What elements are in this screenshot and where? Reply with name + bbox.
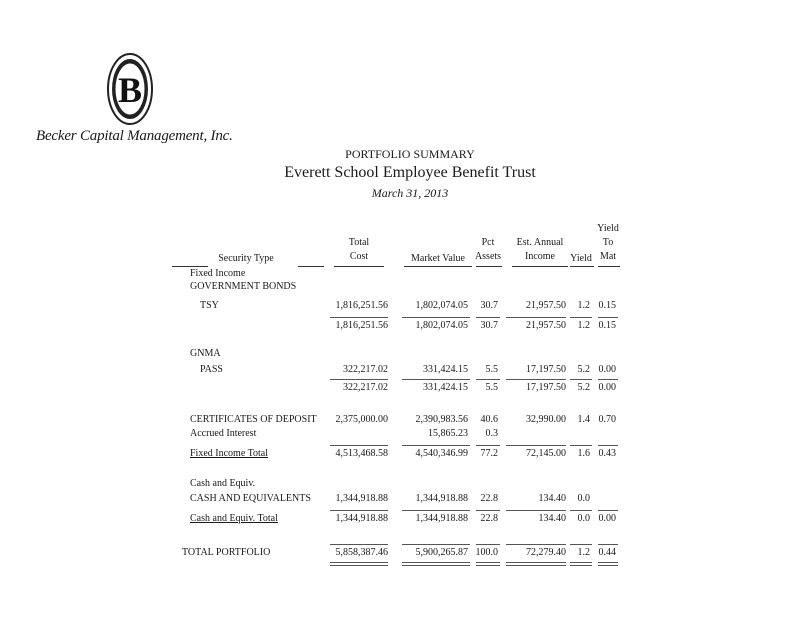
cell-pct: 0.3	[485, 428, 498, 439]
total-double-rule	[330, 562, 388, 563]
cell-income: 134.40	[538, 513, 566, 524]
cell-mv: 5,900,265.87	[415, 547, 468, 558]
total-double-rule	[476, 562, 500, 563]
subtotal-rule	[506, 510, 566, 511]
cell-income: 134.40	[538, 493, 566, 504]
cell-pct: 22.8	[480, 493, 498, 504]
col-yield-to-mat: Yield To Mat	[597, 223, 619, 262]
cell-mv: 331,424.15	[423, 364, 468, 375]
cell-ytm: 0.44	[598, 547, 616, 558]
total-double-rule	[476, 565, 500, 566]
cell-pct: 77.2	[480, 448, 498, 459]
cell-yld: 1.2	[577, 320, 590, 331]
subtotal-rule	[598, 445, 618, 446]
subtotal-rule	[598, 379, 618, 380]
cell-ytm: 0.00	[598, 364, 616, 375]
report-subtitle: Everett School Employee Benefit Trust	[284, 164, 536, 181]
logo-letter: B	[117, 70, 143, 110]
cell-cost: 322,217.02	[343, 382, 388, 393]
cell-yld: 0.0	[577, 493, 590, 504]
cell-yld: 1.2	[577, 300, 590, 311]
subtotal-rule	[570, 445, 592, 446]
row-label: Fixed Income Total	[190, 448, 268, 459]
col-yield: Yield	[570, 253, 592, 264]
cell-ytm: 0.00	[598, 513, 616, 524]
subtotal-rule	[330, 510, 388, 511]
col-pct-assets: Pct Assets	[474, 237, 502, 262]
cell-pct: 30.7	[480, 320, 498, 331]
row-label: Cash and Equiv.	[190, 478, 256, 489]
row-label: CASH AND EQUIVALENTS	[190, 493, 311, 504]
cell-cost: 1,344,918.88	[335, 513, 388, 524]
col-total-cost: Total Cost	[348, 237, 370, 262]
subtotal-rule	[476, 510, 500, 511]
cell-cost: 5,858,387.46	[335, 547, 388, 558]
col-est-income: Est. Annual Income	[516, 237, 564, 262]
subtotal-rule	[402, 317, 470, 318]
cell-yld: 1.2	[577, 547, 590, 558]
total-double-rule	[506, 565, 566, 566]
cell-ytm: 0.43	[598, 448, 616, 459]
row-label: PASS	[200, 364, 223, 375]
subtotal-rule	[570, 510, 592, 511]
subtotal-rule	[506, 379, 566, 380]
cell-mv: 4,540,346.99	[415, 448, 468, 459]
cell-mv: 1,344,918.88	[415, 493, 468, 504]
subtotal-rule	[598, 317, 618, 318]
row-label: GOVERNMENT BONDS	[190, 281, 297, 292]
subtotal-rule	[506, 445, 566, 446]
cell-pct: 40.6	[480, 414, 498, 425]
cell-yld: 5.2	[577, 364, 590, 375]
cell-income: 17,197.50	[526, 364, 566, 375]
cell-yld: 1.4	[577, 414, 590, 425]
row-label: TOTAL PORTFOLIO	[182, 547, 271, 558]
cell-pct: 5.5	[485, 364, 498, 375]
row-label: Fixed Income	[190, 268, 246, 279]
subtotal-rule	[476, 445, 500, 446]
subtotal-rule	[402, 544, 470, 545]
cell-ytm: 0.15	[598, 320, 616, 331]
cell-income: 21,957.50	[526, 320, 566, 331]
row-label: Accrued Interest	[190, 428, 257, 439]
cell-cost: 2,375,000.00	[335, 414, 388, 425]
cell-mv: 1,344,918.88	[415, 513, 468, 524]
subtotal-rule	[330, 317, 388, 318]
cell-income: 72,145.00	[526, 448, 566, 459]
cell-cost: 4,513,468.58	[335, 448, 388, 459]
company-name: Becker Capital Management, Inc.	[36, 128, 233, 144]
subtotal-rule	[506, 544, 566, 545]
subtotal-rule	[402, 510, 470, 511]
cell-pct: 22.8	[480, 513, 498, 524]
cell-cost: 1,816,251.56	[335, 320, 388, 331]
cell-pct: 30.7	[480, 300, 498, 311]
cell-pct: 5.5	[485, 382, 498, 393]
subtotal-rule	[476, 317, 500, 318]
cell-yld: 1.6	[577, 448, 590, 459]
cell-mv: 1,802,074.05	[415, 300, 468, 311]
cell-income: 21,957.50	[526, 300, 566, 311]
cell-cost: 1,344,918.88	[335, 493, 388, 504]
cell-income: 72,279.40	[526, 547, 566, 558]
total-double-rule	[402, 562, 470, 563]
cell-cost: 1,816,251.56	[335, 300, 388, 311]
subtotal-rule	[598, 544, 618, 545]
total-double-rule	[402, 565, 470, 566]
col-market-value: Market Value	[411, 253, 465, 264]
total-double-rule	[330, 565, 388, 566]
subtotal-rule	[330, 544, 388, 545]
subtotal-rule	[330, 379, 388, 380]
cell-yld: 5.2	[577, 382, 590, 393]
total-double-rule	[506, 562, 566, 563]
subtotal-rule	[330, 445, 388, 446]
cell-mv: 1,802,074.05	[415, 320, 468, 331]
cell-income: 32,990.00	[526, 414, 566, 425]
cell-pct: 100.0	[475, 547, 498, 558]
cell-ytm: 0.15	[598, 300, 616, 311]
report-title: PORTFOLIO SUMMARY	[345, 147, 475, 161]
cell-yld: 0.0	[577, 513, 590, 524]
subtotal-rule	[570, 544, 592, 545]
cell-mv: 2,390,983.56	[415, 414, 468, 425]
total-double-rule	[570, 562, 592, 563]
subtotal-rule	[402, 445, 470, 446]
row-label: GNMA	[190, 348, 221, 359]
total-double-rule	[598, 562, 618, 563]
becker-logo	[106, 52, 154, 126]
row-label: CERTIFICATES OF DEPOSIT	[190, 414, 317, 425]
subtotal-rule	[476, 544, 500, 545]
row-label: TSY	[200, 300, 219, 311]
subtotal-rule	[402, 379, 470, 380]
total-double-rule	[598, 565, 618, 566]
cell-cost: 322,217.02	[343, 364, 388, 375]
cell-mv: 331,424.15	[423, 382, 468, 393]
subtotal-rule	[570, 379, 592, 380]
cell-mv: 15,865.23	[428, 428, 468, 439]
col-security-type: Security Type	[218, 253, 274, 264]
cell-ytm: 0.00	[598, 382, 616, 393]
subtotal-rule	[598, 510, 618, 511]
row-label: Cash and Equiv. Total	[190, 513, 278, 524]
report-date: March 31, 2013	[371, 186, 449, 200]
cell-income: 17,197.50	[526, 382, 566, 393]
cell-ytm: 0.70	[598, 414, 616, 425]
total-double-rule	[570, 565, 592, 566]
subtotal-rule	[506, 317, 566, 318]
subtotal-rule	[476, 379, 500, 380]
subtotal-rule	[570, 317, 592, 318]
